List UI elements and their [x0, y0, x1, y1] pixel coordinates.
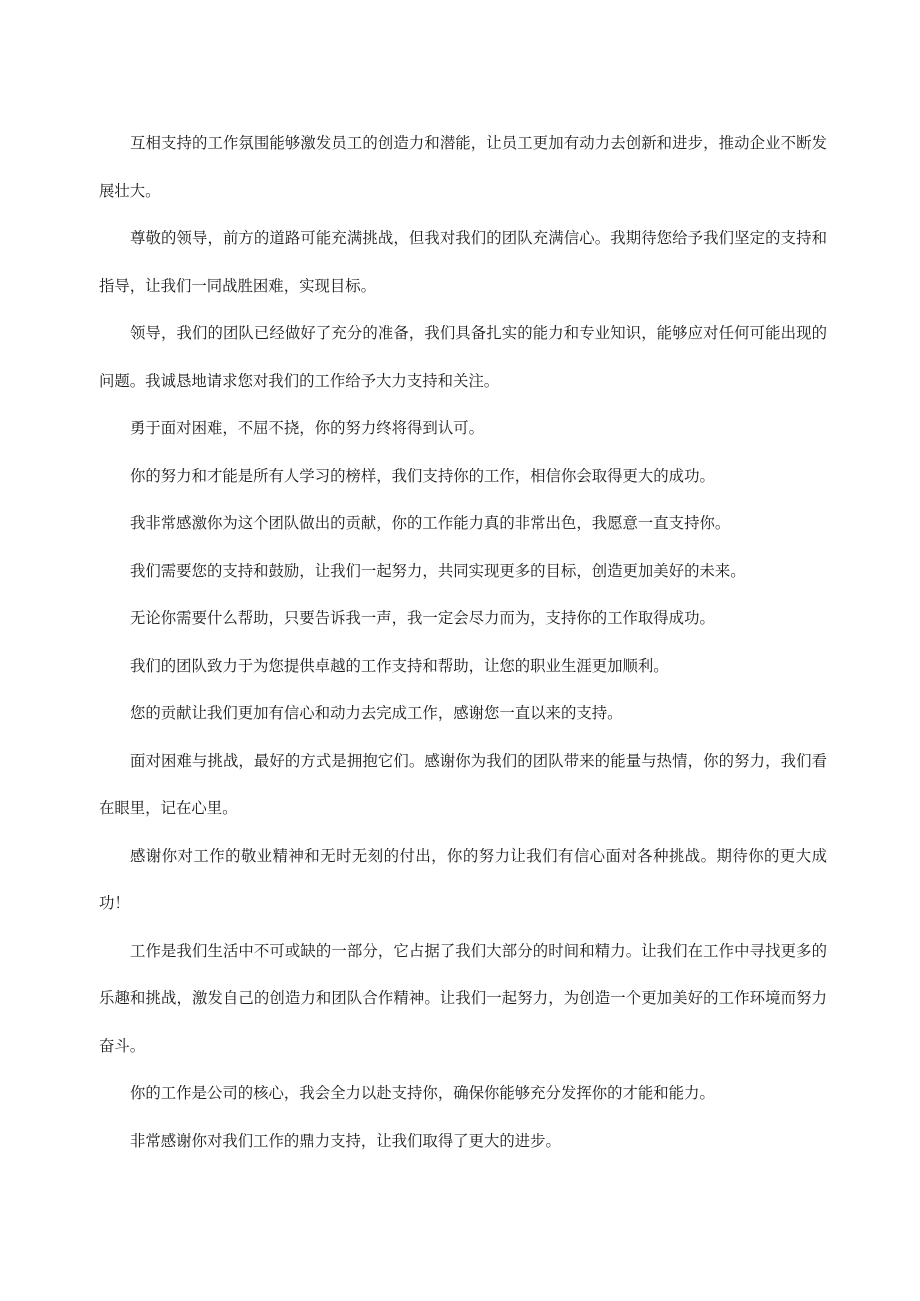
document-body	[99, 120, 827, 1165]
paragraph: 尊敬的领导，前方的道路可能充满挑战，但我对我们的团队充满信心。我期待您给予我们坚定的支持和指导，让我们一同战胜困难，实现目标。	[99, 229, 827, 295]
paragraph: 你的工作是公司的核心，我会全力以赴支持你，确保你能够充分发挥你的才能和能力。	[130, 1084, 715, 1102]
paragraph: 勇于面对困难，不屈不挠，你的努力终将得到认可。	[130, 419, 484, 437]
paragraph: 面对困难与挑战，最好的方式是拥抱它们。感谢你为我们的团队带来的能量与热情，你的努力，我们看在眼里，记在心里。	[99, 751, 827, 817]
paragraph: 无论你需要什么帮助，只要告诉我一声，我一定会尽力而为，支持你的工作取得成功。	[130, 609, 715, 627]
paragraph: 感谢你对工作的敬业精神和无时无刻的付出，你的努力让我们有信心面对各种挑战。期待你的更大成功！	[99, 846, 827, 912]
paragraph: 你的努力和才能是所有人学习的榜样，我们支持你的工作，相信你会取得更大的成功。	[130, 466, 715, 485]
paragraph: 我们的团队致力于为您提供卓越的工作支持和帮助，让您的职业生涯更加顺利。	[130, 656, 669, 675]
paragraph: 非常感谢你对我们工作的鼎力支持，让我们取得了更大的进步。	[130, 1131, 561, 1150]
paragraph: 互相支持的工作氛围能够激发员工的创造力和潜能，让员工更加有动力去创新和进步，推动企业不断发展壮大。	[99, 134, 827, 200]
paragraph: 领导，我们的团队已经做好了充分的准备，我们具备扎实的能力和专业知识，能够应对任何可能出现的问题。我诚恳地请求您对我们的工作给予大力支持和关注。	[99, 324, 827, 390]
paragraph: 您的贡献让我们更加有信心和动力去完成工作，感谢您一直以来的支持。	[130, 704, 623, 722]
paragraph: 我们需要您的支持和鼓励，让我们一起努力，共同实现更多的目标，创造更加美好的未来。	[130, 561, 746, 580]
paragraph: 工作是我们生活中不可或缺的一部分，它占据了我们大部分的时间和精力。让我们在工作中寻找更多的乐趣和挑战，激发自己的创造力和团队合作精神。让我们一起努力，为创造一个更加美好的工作环境而努力奋斗。	[99, 941, 827, 1055]
paragraph: 我非常感激你为这个团队做出的贡献，你的工作能力真的非常出色，我愿意一直支持你。	[130, 514, 731, 532]
